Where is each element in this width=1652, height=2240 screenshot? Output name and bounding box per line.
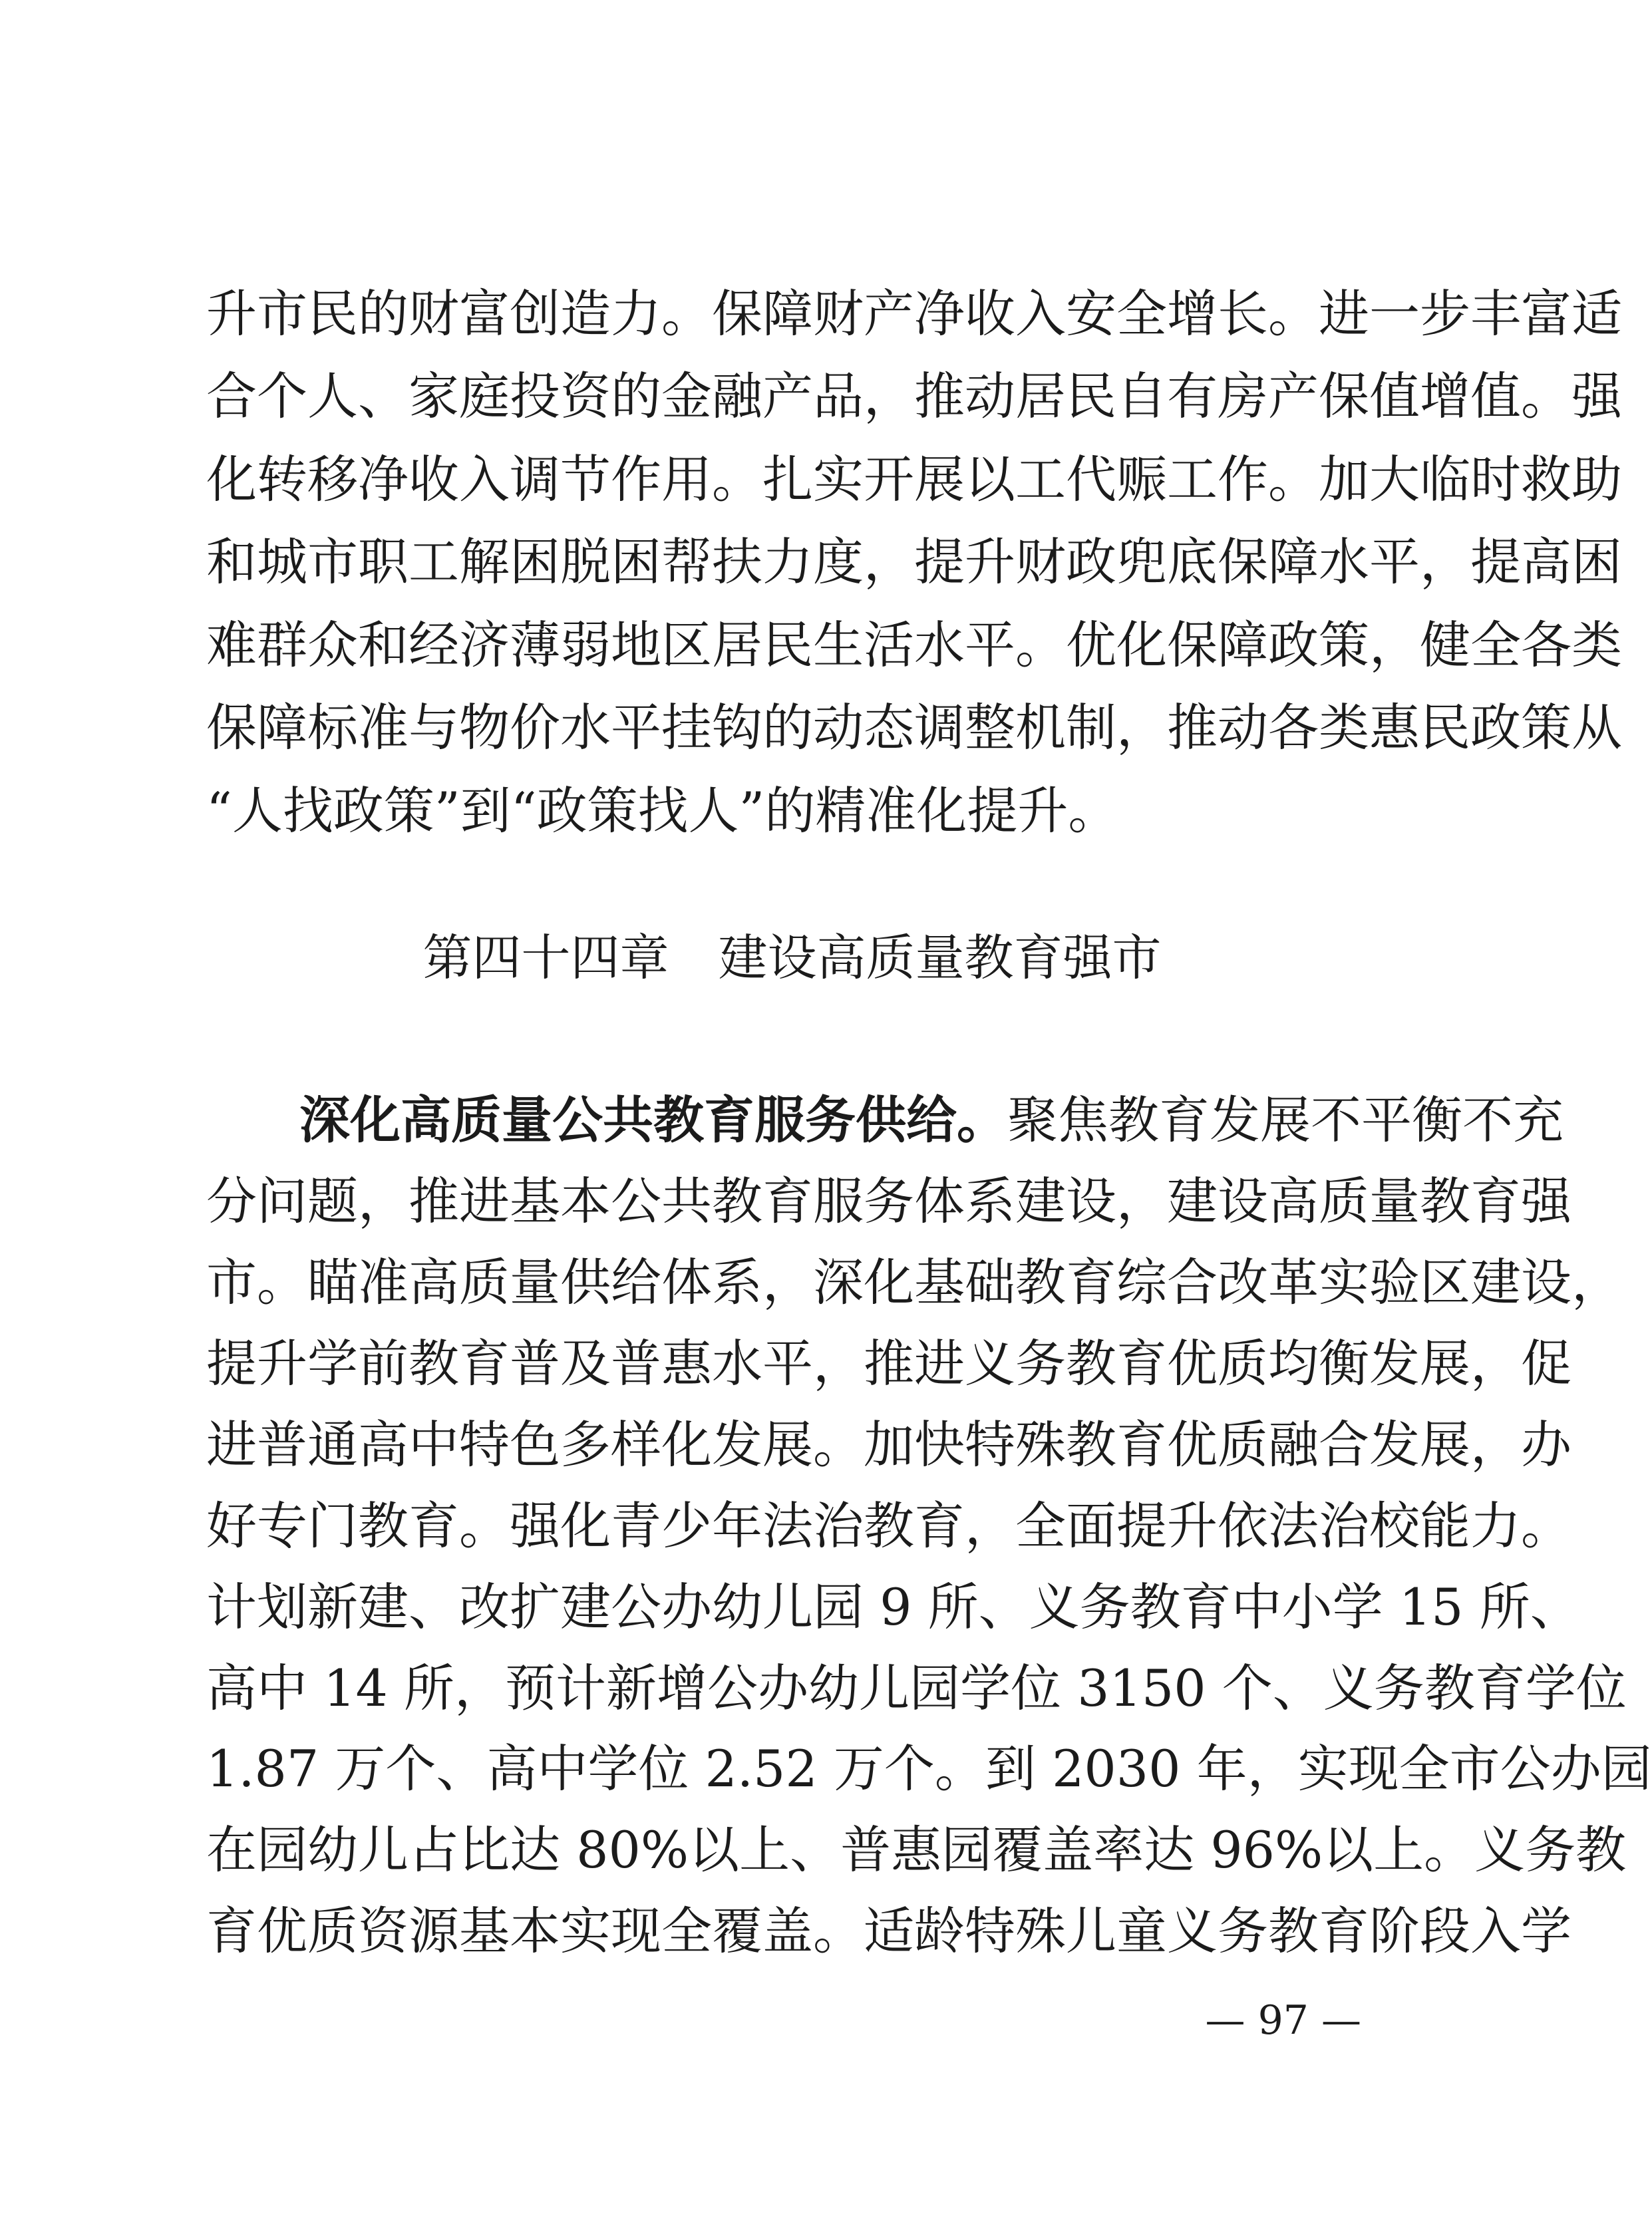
paragraph-first-line: [206, 1090, 1564, 1150]
paragraph-line: 分问题，推进基本公共教育服务体系建设，建设高质量教育强: [206, 1172, 1571, 1231]
chapter-heading: 第四十四章 建设高质量教育强市: [422, 929, 1162, 987]
paragraph-line: 计划新建、改扩建公办幼儿园 9 所、义务教育中小学 15 所、: [206, 1577, 1581, 1637]
paragraph-line: 难群众和经济薄弱地区居民生活水平。优化保障政策，健全各类: [206, 615, 1622, 675]
paragraph-line: 保障标准与物价水平挂钩的动态调整机制，推动各类惠民政策从: [206, 698, 1622, 757]
paragraph-line: 提升学前教育普及普惠水平，推进义务教育优质均衡发展，促: [206, 1334, 1571, 1393]
paragraph-line: 进普通高中特色多样化发展。加快特殊教育优质融合发展，办: [206, 1415, 1571, 1474]
page-number: — 97 —: [1205, 1997, 1361, 2044]
paragraph-line: 在园幼儿占比达 80%以上、普惠园覆盖率达 96%以上。义务教: [206, 1820, 1627, 1879]
paragraph-line: “人找政策”到“政策找人”的精准化提升。: [206, 781, 1119, 840]
paragraph-line: 高中 14 所，预计新增公办幼儿园学位 3150 个、义务教育学位: [206, 1659, 1627, 1718]
paragraph-line: 化转移净收入调节作用。扎实开展以工代赈工作。加大临时救助: [206, 450, 1622, 509]
paragraph-line: 好专门教育。强化青少年法治教育，全面提升依法治校能力。: [206, 1496, 1571, 1555]
paragraph-first-line-text: 聚焦教育发展不平衡不充: [1007, 1090, 1564, 1150]
paragraph-line: 育优质资源基本实现全覆盖。适龄特殊儿童义务教育阶段入学: [206, 1901, 1571, 1961]
paragraph-line: 升市民的财富创造力。保障财产净收入安全增长。进一步丰富适: [206, 284, 1622, 343]
paragraph-line: 市。瞄准高质量供给体系，深化基础教育综合改革实验区建设，: [206, 1253, 1622, 1312]
paragraph-line: 合个人、家庭投资的金融产品，推动居民自有房产保值增值。强: [206, 367, 1622, 426]
paragraph-line: 和城市职工解困脱困帮扶力度，提升财政兜底保障水平，提高困: [206, 532, 1622, 591]
paragraph-lead-bold: 深化高质量公共教育服务供给。: [299, 1090, 1007, 1150]
paragraph-line: 1.87 万个、高中学位 2.52 万个。到 2030 年，实现全市公办园: [206, 1739, 1652, 1798]
